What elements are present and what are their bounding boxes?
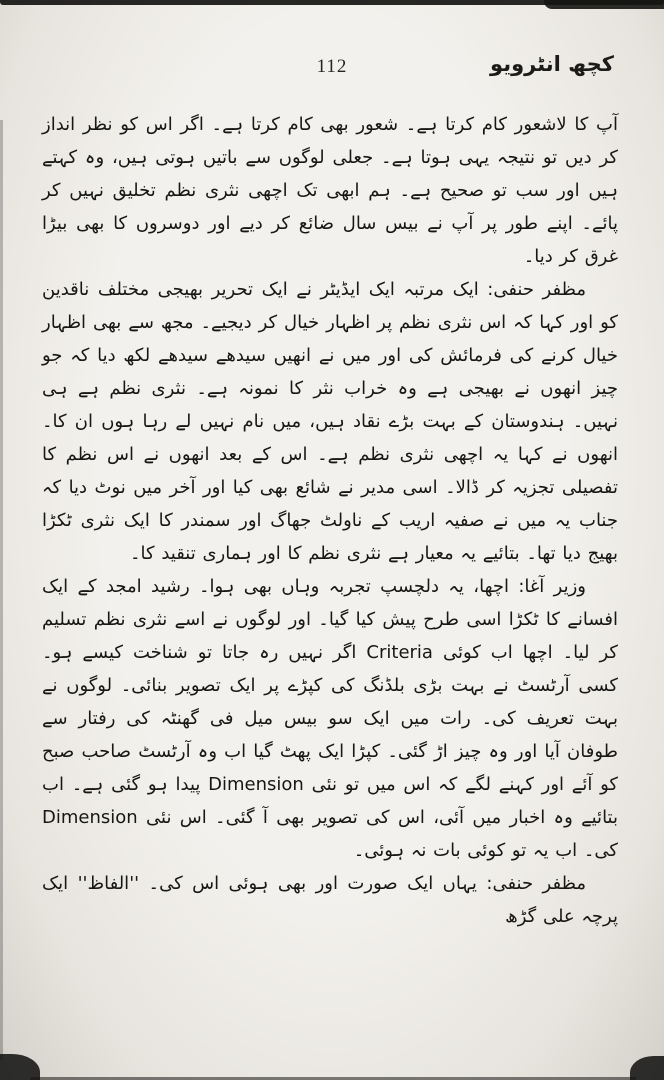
scan-artifact-left-edge [0,120,3,1060]
dialogue-paragraph: مظفر حنفی: ایک مرتبہ ایک ایڈیٹر نے ایک تحریر بھیجی مختلف ناقدین کو اور کہا کہ اس نثری نظم پر اظہار خیال کر دیجیے۔ مجھ سے بھی اظہار خیال کرنے کی فرمائش کی اور میں نے انھیں سیدھے سیدھے لکھ دیا کہ جو چیز انھوں نے بھیجی ہے وہ خراب نثر کا نمونہ ہے۔ نثری نظم ہے ہی نہیں۔ ہندوستان کے بہت بڑے نقاد ہیں، میں نام نہیں لے رہا ہوں ان کا۔ انھوں نے کہا یہ اچھی نثری نظم ہے۔ اس کے بعد انھوں نے اس نظم کا تفصیلی تجزیہ کر ڈالا۔ اسی مدیر نے شائع بھی کیا اور آخر میں نوٹ دیا کہ جناب یہ میں نے صفیہ اریب کے ناولٹ جھاگ اور سمندر کا ایک نثری ٹکڑا بھیج دیا تھا۔ بتائیے یہ معیار ہے نثری نظم کا اور ہماری تنقید کا۔ [42,279,618,564]
page-header [44,52,620,98]
paragraph: آپ کا لاشعور کام کرتا ہے۔ شعور بھی کام کرتا ہے۔ اگر اس کو نظر انداز کر دیں تو نتیجہ یہی ہوتا ہے۔ جعلی لوگوں سے باتیں ہوتی ہیں، وہ کہتے ہیں اور سب تو صحیح ہے۔ ہم ابھی تک اچھی نثری نظم تخلیق نہیں کر پائے۔ اپنے طور پر آپ نے بیس سال ضائع کر دیے اور دوسروں کا بھی بیڑا غرق کر دیا۔ [42,114,618,267]
page-body-text [42,108,618,1056]
page-number: 112 [316,56,348,77]
running-title: کچھ انٹرویو [490,52,614,76]
scan-artifact-top-right [544,0,664,9]
dialogue-paragraph: وزیر آغا: اچھا، یہ دلچسپ تجربہ وہاں بھی ہوا۔ رشید امجد کے ایک افسانے کا ٹکڑا اسی طرح پیش کیا گیا۔ اور لوگوں نے اسے نثری نظم تسلیم کر لیا۔ اچھا اب کوئی Criteria اگر نہیں رہ جاتا تو شناخت کیسے ہو۔ کسی آرٹسٹ نے بہت بڑی بلڈنگ کی کپڑے پر ایک تصویر بنائی۔ لوگوں نے بہت تعریف کی۔ رات میں ایک سو بیس میل فی گھنٹہ کی رفتار سے طوفان آیا اور وہ چیز اڑ گئی۔ کپڑا ایک پھٹ گیا اب وہ آرٹسٹ صاحب صبح کو آئے اور کہنے لگے کہ اس میں تو نئی Dimension پیدا ہو گئی ہے۔ اب بتائیے وہ اخبار میں آئی، اس کی تصویر بھی آ گئی۔ اس نئی Dimension کی۔ اب یہ تو کوئی بات نہ ہوئی۔ [42,576,619,861]
dialogue-paragraph: مظفر حنفی: یہاں ایک صورت اور بھی ہوئی اس کی۔ ''الفاظ'' ایک پرچہ علی گڑھ [42,873,618,927]
